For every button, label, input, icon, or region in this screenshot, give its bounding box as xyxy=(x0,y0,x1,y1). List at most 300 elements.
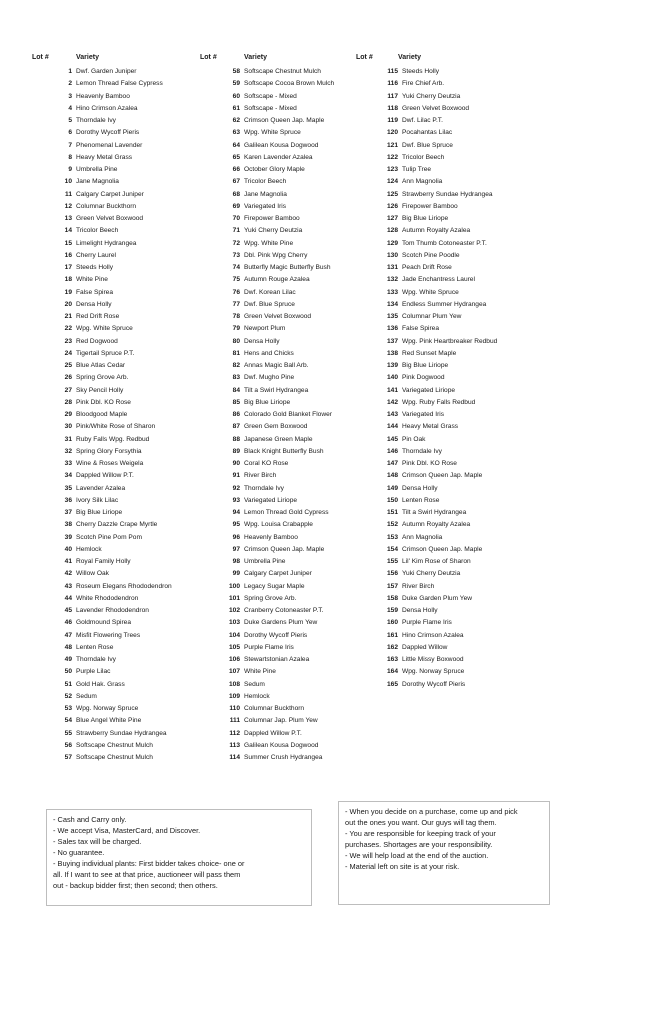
lot-number: 125 xyxy=(386,190,398,198)
lot-number: 75 xyxy=(232,276,240,284)
lot-variety: Duke Gardens Plum Yew xyxy=(244,619,318,627)
lot-row xyxy=(370,630,497,642)
lot-variety: Autumn Royalty Azalea xyxy=(402,521,471,529)
lot-variety: Cranberry Cotoneaster P.T. xyxy=(244,607,324,614)
lot-number: 3 xyxy=(68,92,72,100)
notes-box-pickup xyxy=(338,801,550,905)
lot-row xyxy=(370,115,497,127)
lot-row xyxy=(370,360,497,372)
lot-variety: Hemlock xyxy=(76,545,102,553)
lot-number: 138 xyxy=(386,349,398,357)
lot-row xyxy=(46,225,172,237)
lot-row xyxy=(212,225,334,237)
lot-row xyxy=(212,556,334,568)
lot-row xyxy=(46,654,172,666)
lot-variety: Pink Dogwood xyxy=(402,374,445,382)
lot-variety: Karen Lavender Azalea xyxy=(244,153,313,161)
lot-variety: Umbrella Pine xyxy=(76,166,118,173)
lot-variety: False Spirea xyxy=(402,325,440,333)
lot-number: 77 xyxy=(232,300,240,308)
lot-row xyxy=(46,470,172,482)
lot-row xyxy=(370,593,497,605)
lot-variety: Japanese Green Maple xyxy=(244,435,313,443)
note-line: - Material left on site is at your risk. xyxy=(345,862,460,871)
lot-header-2: Lot # xyxy=(200,54,217,61)
lot-row xyxy=(46,274,172,286)
lot-row xyxy=(212,532,334,544)
lot-row xyxy=(370,470,497,482)
lot-row xyxy=(212,470,334,482)
lot-row xyxy=(212,66,334,78)
lot-number: 94 xyxy=(232,509,240,516)
lot-number: 85 xyxy=(232,398,240,406)
note-line: - You are responsible for keeping track of your xyxy=(345,829,496,838)
lot-row xyxy=(370,250,497,262)
lot-variety: Thorndale Ivy xyxy=(76,656,116,663)
lot-row xyxy=(370,66,497,78)
lot-number: 54 xyxy=(64,717,72,725)
lot-number: 103 xyxy=(228,619,240,627)
note-line: out the ones you want. Our guys will tag them. xyxy=(345,818,497,827)
lot-variety: Pin Oak xyxy=(402,435,426,443)
lot-row xyxy=(370,323,497,335)
lot-row xyxy=(46,691,172,703)
lot-number: 22 xyxy=(64,325,72,333)
lot-number: 1 xyxy=(68,68,72,75)
lot-number: 5 xyxy=(68,117,72,124)
lot-row xyxy=(370,581,497,593)
lot-number: 108 xyxy=(228,680,240,688)
lot-variety: Yuki Cherry Deutzia xyxy=(244,227,303,235)
lot-row xyxy=(212,581,334,593)
lot-number: 110 xyxy=(229,705,240,712)
lot-number: 60 xyxy=(232,92,240,100)
lot-variety: Red Dogwood xyxy=(76,337,118,345)
notes-box-payment xyxy=(46,809,312,906)
lot-row xyxy=(212,103,334,115)
lot-variety: Lemon Thread False Cypress xyxy=(76,80,163,88)
lot-variety: Dappled Willow P.T. xyxy=(76,472,134,480)
lot-variety: Variegated Iris xyxy=(244,202,287,210)
lot-row xyxy=(370,568,497,580)
lot-row xyxy=(46,495,172,507)
lot-row xyxy=(212,189,334,201)
lot-row xyxy=(212,666,334,678)
lot-variety: Ann Magnolia xyxy=(402,178,443,186)
lot-variety: Strawberry Sundae Hydrangea xyxy=(402,190,493,198)
lot-number: 146 xyxy=(386,447,398,455)
lot-row xyxy=(46,679,172,691)
lot-variety: Big Blue Liriope xyxy=(402,362,449,369)
lot-variety: Softscape Chestnut Mulch xyxy=(244,68,321,75)
lot-number: 36 xyxy=(64,496,72,504)
lot-row xyxy=(212,421,334,433)
lot-variety: Willow Oak xyxy=(76,570,109,578)
lot-number: 2 xyxy=(68,80,72,88)
lot-row xyxy=(46,397,172,409)
lot-row xyxy=(212,78,334,90)
lot-number: 69 xyxy=(232,202,240,210)
lot-row xyxy=(212,213,334,225)
lot-row xyxy=(212,691,334,703)
lot-row xyxy=(46,287,172,299)
lot-variety: Umbrella Pine xyxy=(244,558,286,565)
lot-row xyxy=(212,127,334,139)
lot-row xyxy=(46,238,172,250)
lot-number: 76 xyxy=(232,288,240,296)
lot-variety: Coral KO Rose xyxy=(244,460,289,467)
lot-variety: Columnar Buckthorn xyxy=(76,202,137,210)
lot-row xyxy=(212,262,334,274)
lot-row xyxy=(46,152,172,164)
lot-number: 134 xyxy=(386,300,398,308)
lot-number: 112 xyxy=(229,729,240,737)
lot-row xyxy=(46,78,172,90)
lot-row xyxy=(46,728,172,740)
lot-variety: Big Blue Liriope xyxy=(244,398,291,406)
lot-number: 18 xyxy=(64,276,72,284)
lot-number: 139 xyxy=(386,362,398,369)
lot-row xyxy=(212,115,334,127)
lot-row xyxy=(370,679,497,691)
lot-column-3 xyxy=(370,66,497,691)
variety-header-3: Variety xyxy=(398,54,421,61)
lot-row xyxy=(46,336,172,348)
lot-row xyxy=(212,238,334,250)
lot-number: 26 xyxy=(64,374,72,382)
lot-row xyxy=(370,434,497,446)
lot-row xyxy=(370,483,497,495)
lot-variety: Pink/White Rose of Sharon xyxy=(76,423,156,431)
lot-row xyxy=(46,556,172,568)
lot-row xyxy=(212,654,334,666)
lot-row xyxy=(46,164,172,176)
lot-number: 161 xyxy=(386,631,398,639)
lot-variety: River Birch xyxy=(402,582,435,590)
lot-row xyxy=(46,348,172,360)
lot-row xyxy=(46,568,172,580)
lot-row xyxy=(370,103,497,115)
lot-number: 79 xyxy=(232,325,240,333)
lot-row xyxy=(370,201,497,213)
lot-number: 104 xyxy=(228,631,240,639)
lot-number: 109 xyxy=(228,692,240,700)
lot-row xyxy=(212,728,334,740)
lot-number: 101 xyxy=(228,594,240,602)
lot-row xyxy=(370,274,497,286)
lot-row xyxy=(370,287,497,299)
lot-variety: Jade Enchantress Laurel xyxy=(402,276,475,284)
lot-number: 78 xyxy=(232,313,240,320)
lot-row xyxy=(46,213,172,225)
lot-variety: Misfit Flowering Trees xyxy=(76,631,141,639)
lot-row xyxy=(212,593,334,605)
lot-number: 30 xyxy=(64,423,72,431)
lot-number: 47 xyxy=(64,631,72,639)
lot-row xyxy=(370,262,497,274)
lot-variety: Gold Hak. Grass xyxy=(76,680,125,688)
lot-number: 81 xyxy=(232,349,240,357)
lot-row xyxy=(46,483,172,495)
lot-variety: Purple Flame Iris xyxy=(244,643,294,651)
lot-row xyxy=(370,140,497,152)
lot-number: 48 xyxy=(64,643,72,651)
lot-row xyxy=(46,544,172,556)
lot-row xyxy=(212,140,334,152)
lot-row xyxy=(212,605,334,617)
lot-variety: Spring Grove Arb. xyxy=(76,374,129,382)
lot-number: 120 xyxy=(386,129,398,137)
lot-variety: Crimson Queen Jap. Maple xyxy=(244,545,325,553)
lot-variety: Green Gem Boxwood xyxy=(244,423,308,431)
lot-variety: Purple Lilac xyxy=(76,668,111,676)
lot-variety: Red Drift Rose xyxy=(76,313,120,320)
lot-variety: False Spirea xyxy=(76,288,114,296)
lot-variety: Dwf. Mugho Pine xyxy=(244,374,295,382)
lot-number: 4 xyxy=(68,104,72,112)
lot-variety: Galilean Kousa Dogwood xyxy=(244,141,319,149)
lot-number: 91 xyxy=(232,472,240,480)
lot-row xyxy=(370,189,497,201)
lot-row xyxy=(212,446,334,458)
lot-variety: Calgary Carpet Juniper xyxy=(76,190,144,198)
lot-row xyxy=(46,740,172,752)
lot-variety: Pink Dbl. KO Rose xyxy=(402,460,457,467)
lot-variety: Ann Magnolia xyxy=(402,533,443,541)
lot-row xyxy=(46,66,172,78)
lot-variety: Big Blue Liriope xyxy=(76,509,123,516)
lot-number: 90 xyxy=(232,460,240,467)
lot-row xyxy=(370,311,497,323)
lot-variety: Galilean Kousa Dogwood xyxy=(244,741,319,749)
lot-row xyxy=(212,336,334,348)
lot-variety: Columnar Jap. Plum Yew xyxy=(244,717,318,725)
lot-row xyxy=(370,642,497,654)
lot-number: 44 xyxy=(64,594,72,602)
lot-row xyxy=(370,225,497,237)
lot-number: 127 xyxy=(386,215,398,222)
lot-row xyxy=(212,679,334,691)
lot-number: 155 xyxy=(386,558,398,565)
lot-number: 61 xyxy=(232,104,240,112)
lot-row xyxy=(212,544,334,556)
lot-variety: Little Missy Boxwood xyxy=(402,656,464,663)
lot-row xyxy=(212,715,334,727)
lot-number: 105 xyxy=(228,643,240,651)
lot-row xyxy=(370,238,497,250)
lot-variety: Tilt a Swirl Hydrangea xyxy=(402,509,467,516)
lot-row xyxy=(212,434,334,446)
lot-number: 89 xyxy=(232,447,240,455)
note-line: - When you decide on a purchase, come up and pick xyxy=(345,807,518,816)
lot-row xyxy=(212,483,334,495)
lot-number: 165 xyxy=(386,680,398,688)
lot-row xyxy=(46,176,172,188)
lot-variety: Fire Chief Arb. xyxy=(402,80,445,88)
lot-row xyxy=(46,434,172,446)
lot-variety: Wpg. Pink Heartbreaker Redbud xyxy=(402,337,498,345)
lot-number: 111 xyxy=(229,717,240,725)
lot-variety: Tricolor Beech xyxy=(76,227,119,235)
lot-variety: Softscape Chestnut Mulch xyxy=(76,741,153,749)
lot-number: 157 xyxy=(386,582,398,590)
lot-variety: Thorndale Ivy xyxy=(402,447,442,455)
lot-number: 130 xyxy=(386,251,398,259)
lot-number: 152 xyxy=(386,521,398,529)
lot-variety: Hino Crimson Azalea xyxy=(76,104,138,112)
lot-number: 29 xyxy=(64,411,72,418)
lot-row xyxy=(46,666,172,678)
lot-number: 142 xyxy=(386,398,398,406)
lot-variety: Wpg. Norway Spruce xyxy=(76,705,139,712)
lot-variety: Lenten Rose xyxy=(402,496,440,504)
lot-variety: Royal Family Holly xyxy=(76,558,131,565)
note-line: purchases. Shortages are your responsibility. xyxy=(345,840,493,849)
lot-row xyxy=(370,617,497,629)
lot-variety: Heavy Metal Grass xyxy=(402,423,459,431)
lot-variety: Green Velvet Boxwood xyxy=(244,313,312,320)
lot-variety: Ruby Falls Wpg. Redbud xyxy=(76,435,150,443)
lot-number: 80 xyxy=(232,337,240,345)
lot-row xyxy=(46,250,172,262)
lot-number: 122 xyxy=(386,153,398,161)
lot-number: 63 xyxy=(232,129,240,137)
lot-row xyxy=(370,421,497,433)
lot-variety: Jane Magnolia xyxy=(244,190,287,198)
note-line: - Buying individual plants: First bidder takes choice- one or xyxy=(53,859,245,868)
lot-variety: Dwf. Garden Juniper xyxy=(76,68,137,75)
lot-number: 17 xyxy=(64,264,72,271)
lot-variety: Big Blue Liriope xyxy=(402,215,449,222)
lot-row xyxy=(46,715,172,727)
lot-row xyxy=(212,164,334,176)
lot-number: 37 xyxy=(64,509,72,516)
lot-variety: Sky Pencil Holly xyxy=(76,386,124,394)
lot-variety: Autumn Royalty Azalea xyxy=(402,227,471,235)
lot-variety: Tulip Tree xyxy=(402,166,432,173)
lot-variety: Lenten Rose xyxy=(76,643,114,651)
lot-variety: Endless Summer Hydrangea xyxy=(402,300,487,308)
lot-number: 20 xyxy=(64,300,72,308)
lot-row xyxy=(370,556,497,568)
lot-column-1 xyxy=(46,66,172,764)
lot-row xyxy=(46,630,172,642)
lot-number: 164 xyxy=(386,668,398,676)
lot-variety: Softscape Cocoa Brown Mulch xyxy=(244,80,335,88)
lot-row xyxy=(46,752,172,764)
lot-variety: Jane Magnolia xyxy=(76,178,119,186)
lot-variety: Firepower Bamboo xyxy=(402,202,458,210)
lot-variety: Heavenly Bamboo xyxy=(76,92,130,100)
lot-number: 11 xyxy=(65,190,72,198)
lot-row xyxy=(212,703,334,715)
lot-number: 124 xyxy=(386,178,398,186)
lot-variety: Tigertail Spruce P.T. xyxy=(76,349,135,357)
lot-number: 32 xyxy=(64,447,72,455)
lot-number: 97 xyxy=(232,545,240,553)
lot-number: 132 xyxy=(386,276,398,284)
lot-row xyxy=(46,409,172,421)
lot-number: 53 xyxy=(64,705,72,712)
lot-variety: Dappled Willow P.T. xyxy=(244,729,302,737)
lot-row xyxy=(370,409,497,421)
lot-number: 133 xyxy=(386,288,398,296)
lot-row xyxy=(46,311,172,323)
lot-row xyxy=(46,127,172,139)
lot-row xyxy=(370,654,497,666)
lot-variety: Wine & Roses Weigela xyxy=(76,460,144,467)
lot-number: 24 xyxy=(64,349,72,357)
lot-number: 160 xyxy=(386,619,398,627)
lot-number: 21 xyxy=(64,313,72,320)
lot-row xyxy=(46,360,172,372)
lot-row xyxy=(212,91,334,103)
lot-number: 153 xyxy=(386,533,398,541)
lot-number: 15 xyxy=(64,239,72,247)
lot-number: 126 xyxy=(386,202,398,210)
lot-row xyxy=(212,568,334,580)
lot-row xyxy=(212,617,334,629)
lot-row xyxy=(370,91,497,103)
lot-variety: River Birch xyxy=(244,472,277,480)
lot-row xyxy=(370,176,497,188)
lot-row xyxy=(212,274,334,286)
lot-variety: Lemon Thread Gold Cypress xyxy=(244,509,329,516)
lot-variety: Yuki Cherry Deutzia xyxy=(402,92,461,100)
note-line: - Cash and Carry only. xyxy=(53,815,127,824)
lot-row xyxy=(46,532,172,544)
variety-header-2: Variety xyxy=(244,54,267,61)
lot-number: 59 xyxy=(232,80,240,88)
lot-number: 50 xyxy=(64,668,72,676)
lot-number: 96 xyxy=(232,533,240,541)
lot-number: 13 xyxy=(64,215,72,222)
lot-number: 93 xyxy=(232,496,240,504)
lot-number: 64 xyxy=(232,141,240,149)
lot-row xyxy=(370,348,497,360)
lot-variety: Wpg. Louisa Crabapple xyxy=(244,521,313,529)
lot-variety: Dorothy Wycoff Pieris xyxy=(402,680,466,688)
lot-row xyxy=(212,299,334,311)
lot-number: 62 xyxy=(232,117,240,124)
lot-number: 99 xyxy=(232,570,240,578)
lot-variety: Lil' Kim Rose of Sharon xyxy=(402,558,471,565)
lot-row xyxy=(212,360,334,372)
lot-number: 162 xyxy=(386,643,398,651)
lot-row xyxy=(370,78,497,90)
lot-variety: Summer Crush Hydrangea xyxy=(244,754,323,761)
lot-variety: Densa Holly xyxy=(402,607,438,614)
lot-number: 68 xyxy=(232,190,240,198)
lot-row xyxy=(46,189,172,201)
lot-variety: Steeds Holly xyxy=(76,264,114,271)
lot-number: 35 xyxy=(64,484,72,492)
lot-number: 25 xyxy=(64,362,72,369)
lot-variety: Butterfly Magic Butterfly Bush xyxy=(244,264,331,271)
lot-variety: Autumn Rouge Azalea xyxy=(244,276,310,284)
lot-variety: Stewartstonian Azalea xyxy=(244,656,310,663)
lot-number: 159 xyxy=(386,607,398,614)
lot-number: 150 xyxy=(386,496,398,504)
lot-variety: Variegated Liriope xyxy=(244,496,298,504)
lot-variety: Phenomenal Lavender xyxy=(76,141,143,149)
variety-header-1: Variety xyxy=(76,54,99,61)
lot-row xyxy=(46,103,172,115)
lot-number: 151 xyxy=(386,509,398,516)
lot-row xyxy=(370,213,497,225)
note-line: - Sales tax will be charged. xyxy=(53,837,142,846)
lot-number: 149 xyxy=(386,484,398,492)
